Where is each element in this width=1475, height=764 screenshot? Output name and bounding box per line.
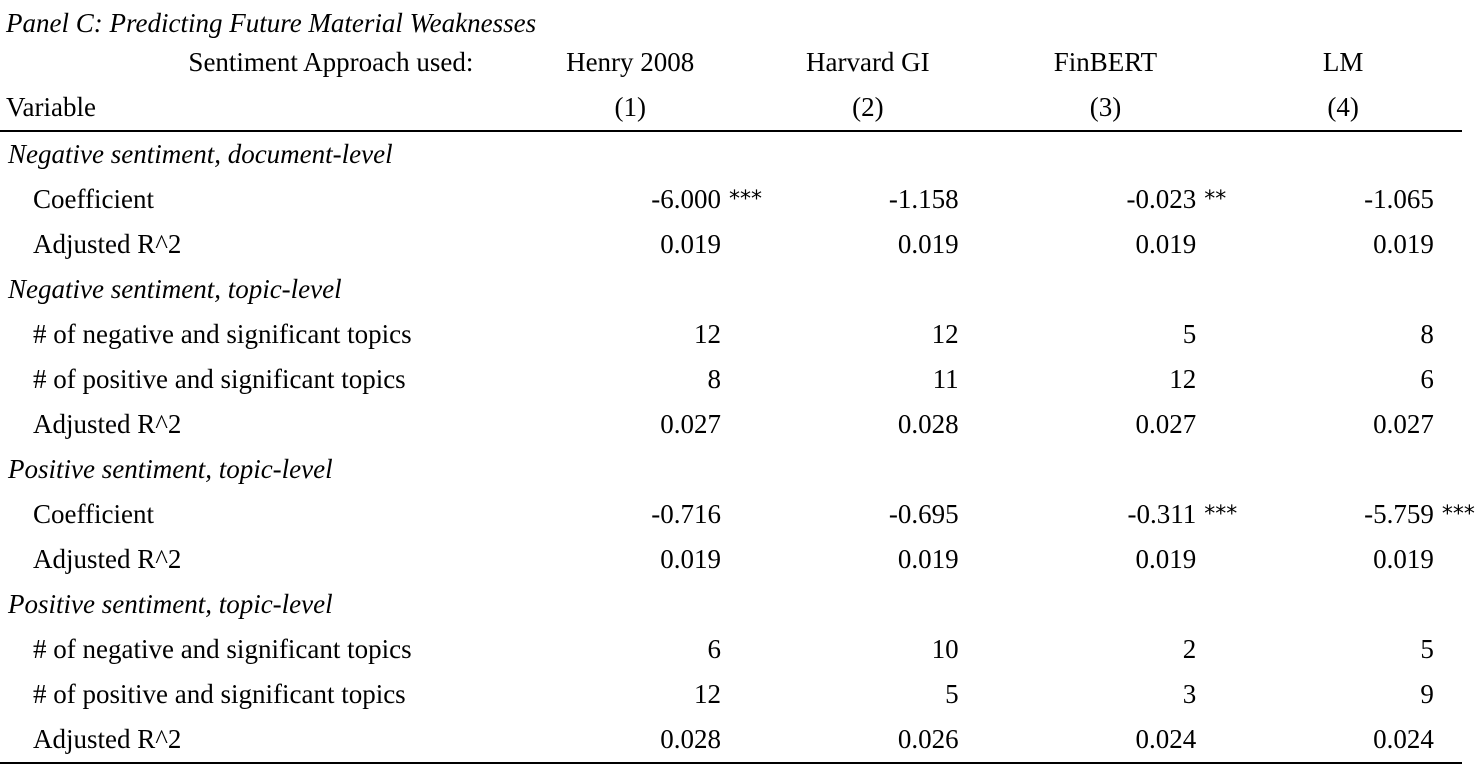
significance-stars (729, 492, 749, 537)
table-row (0, 672, 1462, 717)
significance-stars (1442, 537, 1462, 582)
panel-title: Panel C: Predicting Future Material Weaknesses (6, 8, 537, 38)
cell-value: 0.027 (660, 409, 721, 439)
cell-value: 0.019 (897, 544, 959, 574)
significance-stars (967, 537, 987, 582)
table-row (0, 402, 1462, 447)
section-header-row (0, 131, 1462, 177)
table-row (0, 177, 1462, 222)
approach-label: Sentiment Approach used: (188, 47, 474, 77)
cell-value: 5 (945, 679, 959, 709)
cell-value: 0.027 (1373, 409, 1434, 439)
significance-stars (729, 537, 749, 582)
significance-stars (967, 312, 987, 357)
cell-value: -5.759 (1364, 499, 1434, 529)
table-row (0, 627, 1462, 672)
row-label: # of positive and significant topics (33, 679, 406, 709)
section-header-row (0, 267, 1462, 312)
section-title: Positive sentiment, topic-level (8, 454, 333, 484)
cell-value: -1.158 (888, 184, 959, 214)
table-row (0, 537, 1462, 582)
significance-stars (729, 222, 749, 267)
results-table (0, 40, 1475, 764)
cell-value: 9 (1420, 679, 1434, 709)
row-label: # of negative and significant topics (33, 634, 412, 664)
significance-stars (1204, 222, 1224, 267)
significance-stars (1204, 537, 1224, 582)
cell-value: 12 (693, 679, 721, 709)
section-title: Negative sentiment, topic-level (8, 274, 342, 304)
significance-stars (1442, 627, 1462, 672)
header-row-approach (0, 40, 1462, 85)
significance-stars (729, 312, 749, 357)
header-row-variable (0, 85, 1462, 131)
section-title: Negative sentiment, document-level (8, 139, 393, 169)
cell-value: 0.028 (511, 717, 729, 763)
significance-stars: ** (1204, 187, 1227, 212)
table-row (0, 717, 1462, 763)
column-number-1: (1) (511, 85, 749, 131)
cell-value: 0.019 (1135, 229, 1197, 259)
cell-value: -0.695 (888, 499, 959, 529)
significance-stars: *** (1204, 502, 1238, 527)
cell-value: 0.019 (1373, 229, 1434, 259)
row-label: Adjusted R^2 (0, 717, 511, 763)
column-header-finbert: FinBERT (1053, 47, 1158, 77)
section-title: Positive sentiment, topic-level (8, 589, 333, 619)
cell-value: 10 (931, 634, 959, 664)
significance-stars (967, 492, 987, 537)
significance-stars (967, 672, 987, 717)
cell-value: -6.000 (651, 184, 721, 214)
significance-stars (1442, 402, 1462, 447)
significance-stars (967, 222, 987, 267)
row-label: Adjusted R^2 (33, 544, 182, 574)
table-row (0, 492, 1462, 537)
significance-stars (729, 402, 749, 447)
cell-value: 0.019 (660, 544, 721, 574)
cell-value: 0.028 (897, 409, 959, 439)
significance-stars (1204, 357, 1224, 402)
cell-value: 8 (707, 364, 721, 394)
significance-stars (1442, 222, 1462, 267)
significance-stars: *** (728, 187, 762, 212)
cell-value: -0.311 (1127, 499, 1197, 529)
significance-stars (729, 717, 749, 763)
column-header-harvard-gi: Harvard GI (805, 47, 930, 77)
significance-stars (1204, 312, 1224, 357)
significance-stars (729, 627, 749, 672)
table-row (0, 357, 1462, 402)
row-label: Adjusted R^2 (33, 409, 182, 439)
cell-value: 6 (707, 634, 721, 664)
cell-value: -0.023 (1126, 184, 1197, 214)
section-header-row (0, 447, 1462, 492)
row-label: # of positive and significant topics (33, 364, 406, 394)
row-label: Coefficient (33, 184, 154, 214)
cell-value: 12 (931, 319, 959, 349)
cell-value: -1.065 (1364, 184, 1434, 214)
cell-value: 5 (1182, 319, 1197, 349)
cell-value: 8 (1420, 319, 1434, 349)
cell-value: -0.716 (651, 499, 721, 529)
cell-value: 12 (1169, 364, 1197, 394)
row-label: # of negative and significant topics (33, 319, 412, 349)
significance-stars (967, 627, 987, 672)
column-number-2: (2) (749, 85, 987, 131)
significance-stars (1442, 177, 1462, 222)
significance-stars (1442, 357, 1462, 402)
cell-value: 12 (693, 319, 721, 349)
significance-stars: *** (1441, 502, 1475, 527)
cell-value: 0.024 (987, 717, 1205, 763)
table-row (0, 312, 1462, 357)
significance-stars (1442, 717, 1462, 763)
cell-value: 0.024 (1224, 717, 1442, 763)
row-label: Adjusted R^2 (33, 229, 182, 259)
table-row (0, 222, 1462, 267)
column-number-3: (3) (987, 85, 1225, 131)
variable-label: Variable (0, 85, 511, 131)
cell-value: 2 (1182, 634, 1197, 664)
cell-value: 0.019 (897, 229, 959, 259)
significance-stars (1204, 672, 1224, 717)
significance-stars (1204, 627, 1224, 672)
cell-value: 3 (1182, 679, 1197, 709)
column-header-lm: LM (1322, 47, 1364, 77)
section-header-row (0, 582, 1462, 627)
cell-value: 0.019 (1373, 544, 1434, 574)
cell-value: 0.027 (1135, 409, 1197, 439)
significance-stars (1442, 672, 1462, 717)
column-header-henry-2008: Henry 2008 (566, 47, 695, 77)
significance-stars (1442, 312, 1462, 357)
significance-stars (967, 717, 987, 763)
significance-stars (729, 357, 749, 402)
significance-stars (967, 357, 987, 402)
significance-stars (1204, 717, 1224, 763)
row-label: Coefficient (33, 499, 154, 529)
significance-stars (729, 672, 749, 717)
significance-stars (1204, 402, 1224, 447)
cell-value: 0.026 (749, 717, 967, 763)
significance-stars (967, 177, 987, 222)
significance-stars (967, 402, 987, 447)
cell-value: 0.019 (660, 229, 721, 259)
cell-value: 6 (1420, 364, 1434, 394)
cell-value: 5 (1420, 634, 1434, 664)
column-number-4: (4) (1224, 85, 1462, 131)
cell-value: 0.019 (1135, 544, 1197, 574)
cell-value: 11 (932, 364, 959, 394)
